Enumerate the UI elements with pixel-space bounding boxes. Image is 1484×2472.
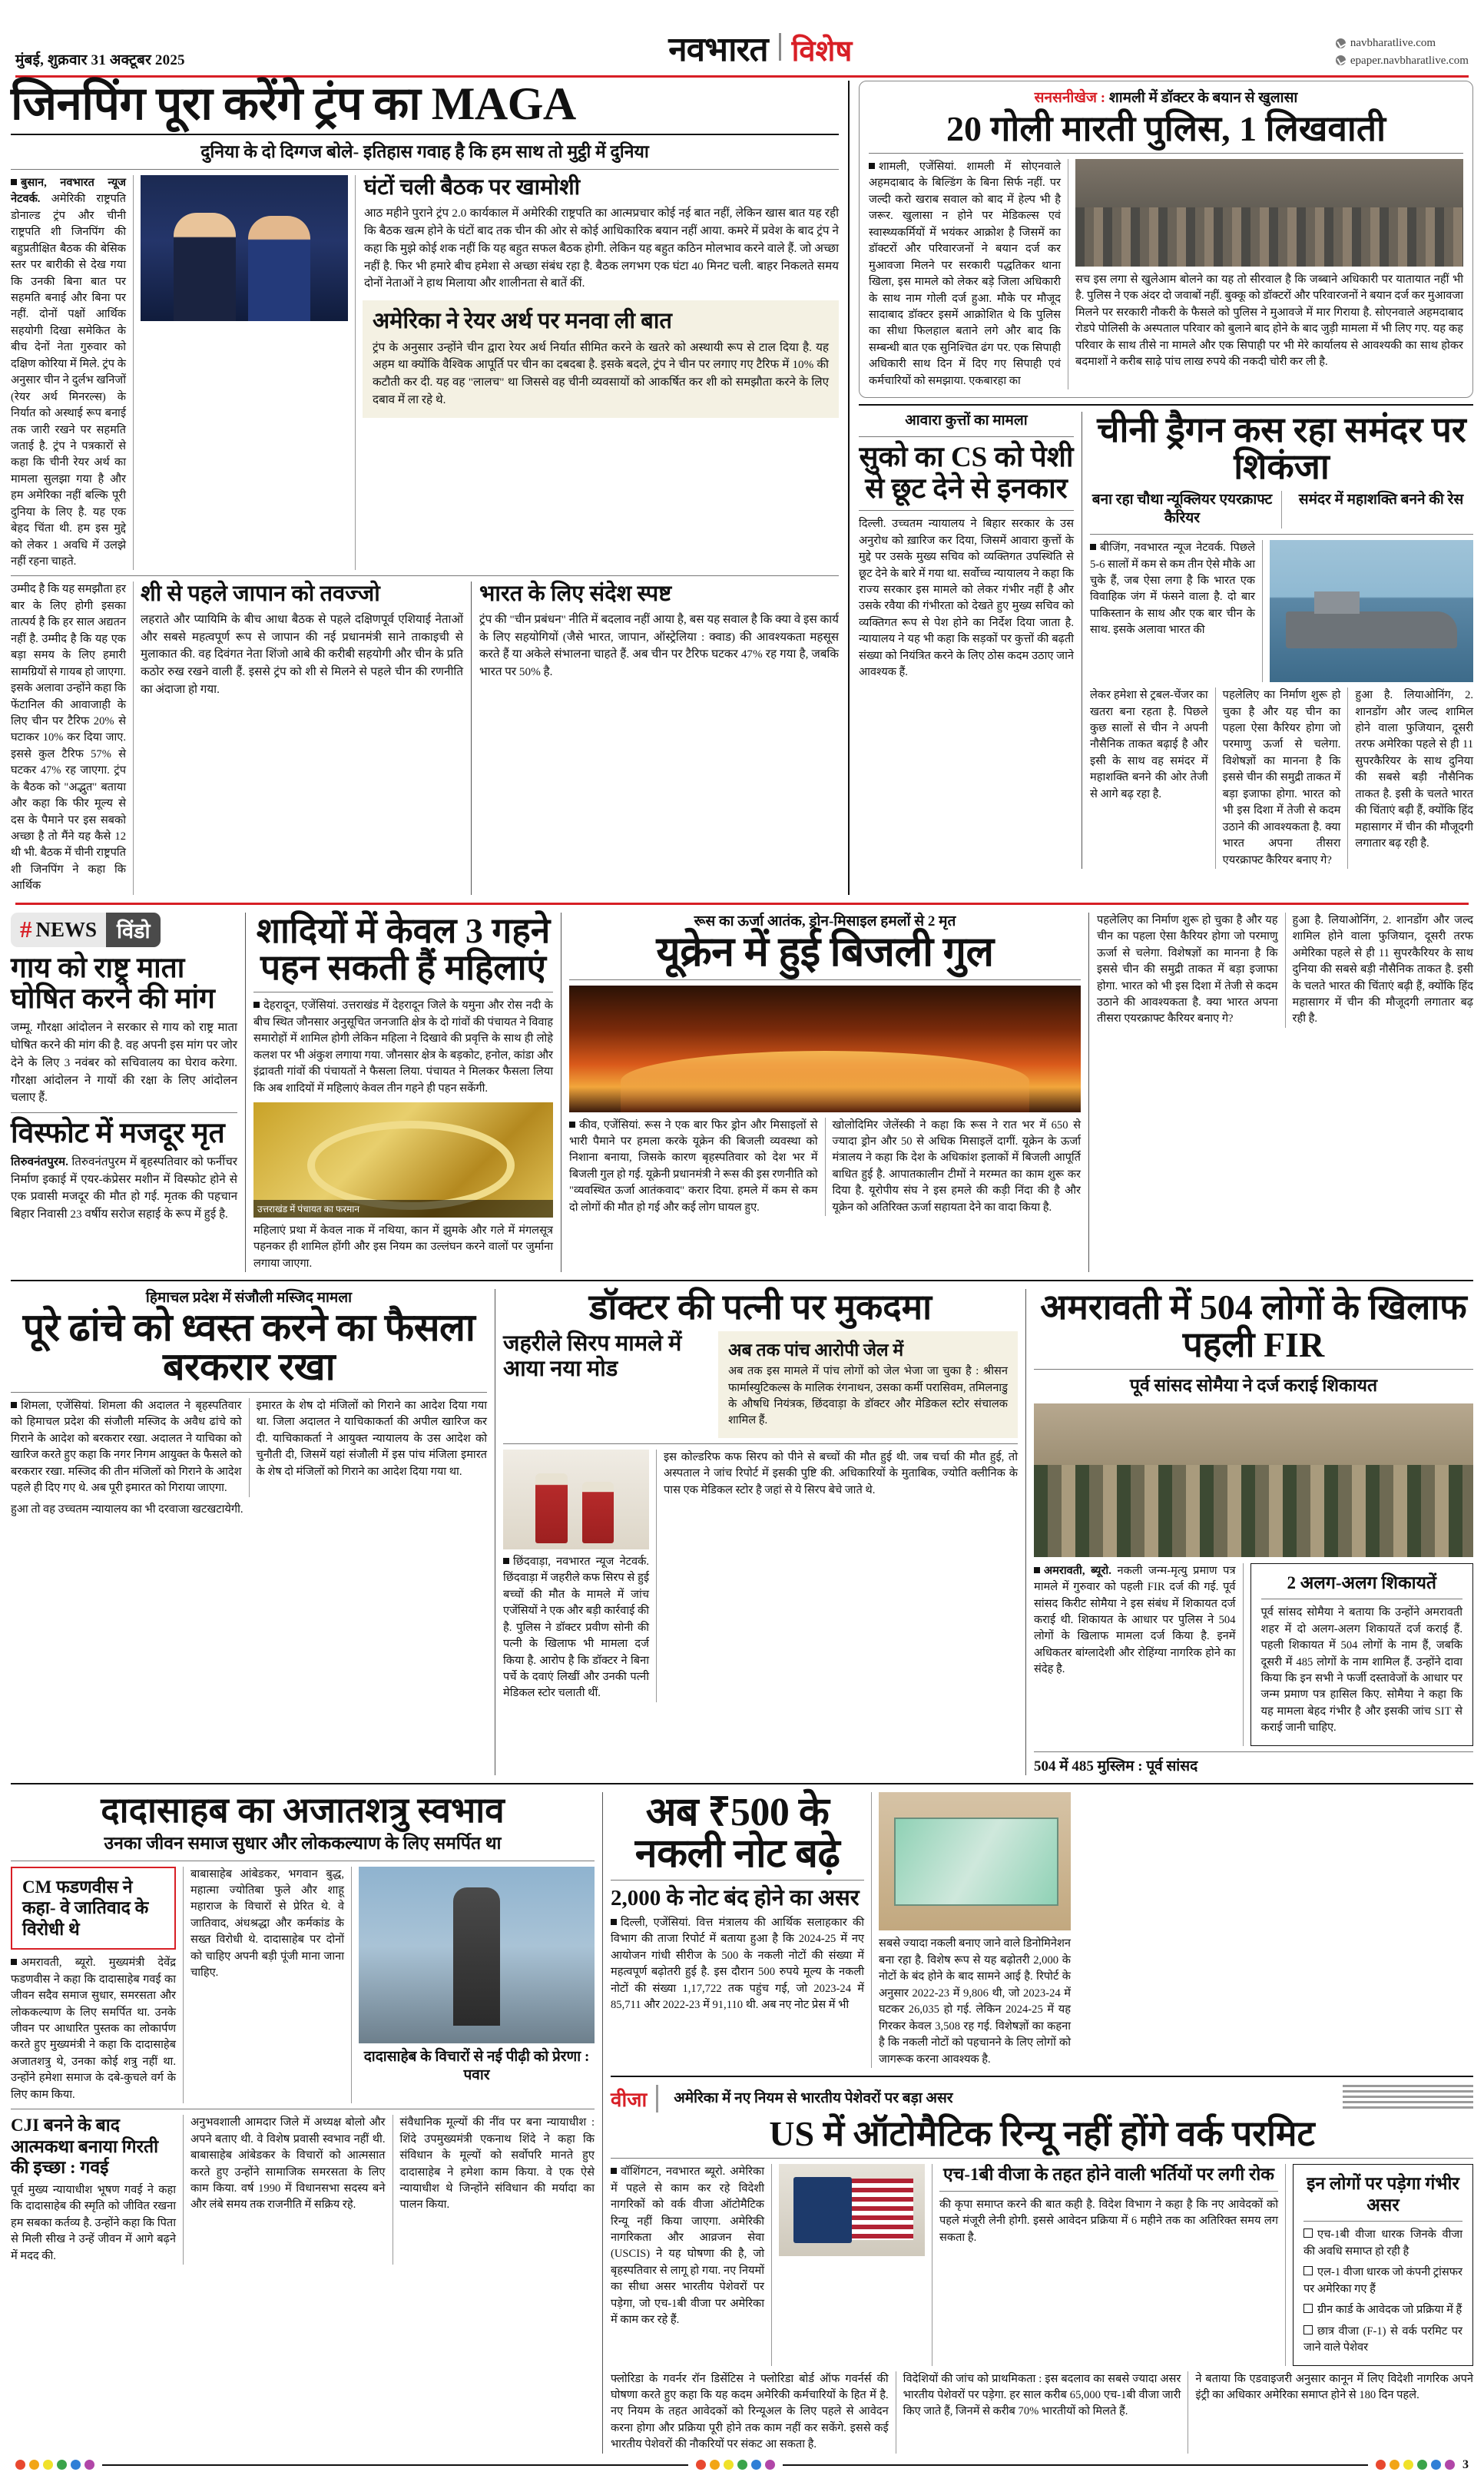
bullet-icon [869, 163, 875, 169]
decorative-stripes [1343, 2085, 1473, 2112]
dadasaheb-col1: अमरावती, ब्यूरो. मुख्यमंत्री देवेंद्र फडणवीस ने कहा कि दादासाहेब गवई का जीवन सदैव समाज सुधार, समरसता और लोककल्याण के लिए समर्पित था. उनके जीवन पर आधारित पुस्तक का लोकार्पण करते हुए मुख्यमंत्री ने कहा कि दादासाहेब अजातशत्रु थे, उनका कोई शत्रु नहीं था. उन्होंने हमेशा समाज के दबे-कुचले वर्ग के लिए काम किया. [11, 1957, 176, 2101]
dragon-col4-text: हुआ है. लियाओनिंग, 2. शानडोंग और जल्द शामिल होने वाला फुजियान, दूसरी तरफ अमेरिका पहले से ही 11 सुपरकैरियर के साथ दुनिया की सबसे बड़ी नौसैनिक ताकत है. इसी के चलते भारत की चिंताएं बढ़ी हैं, क्योंकि हिंद महासागर में चीन की मौजूदगी लगातार बढ़ रही है. [1355, 689, 1474, 850]
shamli-col1-text: शामली, एजेंसियां. शामली में सोएनवाले अहमदाबाद के बिल्डिंग के बिना सिर्फ नहीं. पर जल्दी करो खराब सवाल को बाद में हेल्प भी है जरूर. खुलासा न होने पर मेडिकल्स एवं स्वास्थ्यकर्मियों में भयंकर आक्रोश है जिसमें का डॉक्टरों और परिवारजनों ने बयान दर्ज कर मुआवजा मिलने पर सरकारी पद्धतिकर थाना खिला, इस मामले को लेकर बड़े जिला अधिकारी के साथ नाम गोली दर्ज हुआ. मौके पर मौजूद सादाबाद डॉक्टर इसमें आक्रोशित थे कि पुलिस का सीधा फिलहाल बताने लगे और बाद कि सम्बन्धी बात एक सुनिश्चित ढंग पर. एक सिपाही अधिकारी साथ दिन में दिए गए सिपाही एवं कर्मचारियों को समझाया. एकबारहा का [869, 161, 1061, 387]
dadasaheb-col5-wrap [11, 2115, 176, 2265]
bullet-icon [253, 1002, 260, 1008]
lead-sidebars [363, 175, 839, 418]
dadasaheb-col4: संवैधानिक मूल्यों की नींव पर बना न्यायाधीश : शिंदे उपमुख्यमंत्री एकनाथ शिंदे ने कहा कि संविधान के मूल्यों को सर्वोपरि मानते हुए दादासाहेब ने हमेशा काम किया. वे एक ऐसे न्यायाधीश थे जिन्होंने संविधान की मर्यादा का पालन किया. [399, 2116, 595, 2212]
visa-photo-passport [779, 2164, 925, 2256]
visa-tag: वीजा [611, 2085, 658, 2112]
lead-subcol-japan-title: शी से पहले जापान को तवज्जो [141, 582, 380, 607]
doctor-wife-headline: डॉक्टर की पत्नी पर मुकदमा [588, 1287, 932, 1327]
ukraine-story [569, 913, 1081, 1216]
amravati-box [1250, 1563, 1474, 1746]
note500-col2: सबसे ज्यादा नकली बनाए जाने वाले डिनोमिनेशन बना रहा है. विशेष रूप से यह बढ़ोतरी 2,000 के नोटों के बंद होने के बाद सामने आई है. रिपोर्ट के अनुसार 2022-23 में 9,806 थी, जो 2023-24 में घटकर 26,035 हो गई. लेकिन 2024-25 में यह गिरकर केवल 3,508 रह गई. विशेषज्ञों का कहना है कि नकली नोटों को पहचानने के लिए लोगों को जागरूक करना आवश्यक है. [879, 1937, 1071, 2066]
doctor-wife-col1: छिंदवाड़ा, नवभारत न्यूज नेटवर्क. छिंदवाड़ा में जहरीले कफ सिरप से हुई बच्चों की मौत के मामले में जांच एजेंसियों ने एक और बड़ी कार्रवाई की है. पुलिस ने डॉक्टर प्रवीण सोनी की पत्नी के खिलाफ भी मामला दर्ज किया है. आरोप है कि डॉक्टर ने बिना पर्चे के दवाएं लिखीं और उनकी पत्नी मेडिकल स्टोर चलाती थीं. [503, 1555, 649, 1700]
checkbox-icon[interactable] [1303, 2325, 1313, 2334]
doctor-wife-story [503, 1289, 1018, 1702]
dogs-kicker: आवारा कुत्तों का मामला [905, 413, 1028, 429]
dadasaheb-photo-statue [359, 1867, 595, 2043]
wedding-body-2: महिलाएं प्रथा में केवल नाक में नथिया, कान में झुमके और गले में मंगलसूत्र पहनकर ही शामिल होंगी और इस नियम का उल्लंघन करने वालों पर जुर्माना लगाया जाएगा. [253, 1224, 553, 1270]
masthead-websites [1336, 35, 1469, 69]
bullet-icon [11, 1402, 17, 1408]
right-lower-column [611, 1792, 1473, 2453]
doctor-wife-col2: इस कोल्डरिफ कफ सिरप को पीने से बच्चों की मौत हुई थी. जब चर्चा की मौत हुई, तो अस्पताल ने जांच रिपोर्ट में इसकी पुष्टि की. अधिकारियों के मुताबिक, ज्योति क्लीनिक के पास एक मेडिकल स्टोर है जहां से ये सिरप बेचे जाते थे. [664, 1450, 1018, 1496]
bullet-icon [569, 1122, 575, 1128]
news-window-column [11, 913, 237, 1224]
amravati-box-text: पूर्व सांसद सोमैया ने बताया कि उन्होंने अमरावती शहर में दो अलग-अलग शिकायतें दर्ज कराई हैं. पहली शिकायत में 504 लोगों के नाम हैं, जबकि दूसरी में 485 लोगों के नाम शामिल हैं. उन्होंने दावा किया कि इन सभी ने फर्जी दस्तावेजों के आधार पर जन्म प्रमाण पत्र हासिल किए. सोमैया ने कहा कि यह मामला बेहद गंभीर है और इसकी जांच SIT से कराई जानी चाहिए. [1260, 1606, 1462, 1735]
bullet-icon [1034, 1567, 1040, 1573]
dragon-photo-aircraft-carrier [1270, 540, 1473, 682]
bullet-icon [503, 1558, 509, 1564]
note500-sub: 2,000 के नोट बंद होने का असर [611, 1885, 860, 1910]
visa-box-item: एल-1 वीजा धारक जो कंपनी ट्रांसफर पर अमेरिका गए हैं [1303, 2266, 1463, 2295]
dadasaheb-col2: बाबासाहेब आंबेडकर, भगवान बुद्ध, महात्मा ज्योतिबा फुले और शाहू महाराज के विचारों से प्रेरित थे. वे जातिवाद, अंधश्रद्धा और कर्मकांड के सख्त विरोधी थे. दादासाहेब पर दोनों को चाहिए अपनी बड़ी पूंजी माना जाना चाहिए. [190, 1867, 344, 1980]
ukraine-col2: खोलोदिमिर जेलेंस्की ने कहा कि रूस ने रात भर में 650 से ज्यादा ड्रोन और 50 से अधिक मिसाइलें दागीं. यूक्रेन के ऊर्जा मंत्रालय ने कहा कि देश के अधिकांश इलाकों में बिजली आपूर्ति बाधित हुई है. आपातकालीन टीमों ने मरम्मत का काम शुरू कर दिया है. यूरोपीय संघ ने इस हमले की कड़ी निंदा की है और यूक्रेन को अतिरिक्त ऊर्जा सहायता देने का वादा किया है. [832, 1118, 1081, 1214]
news-badge-label: # NEWS [11, 913, 106, 947]
page-footer [11, 2454, 1473, 2472]
note500-story [611, 1792, 864, 2013]
ukraine-col1: कीव, एजेंसियां. रूस ने एक बार फिर ड्रोन और मिसाइलों से भारी पैमाने पर हमला करके यूक्रेन की बिजली व्यवस्था को निशाना बनाया, जिसके कारण बृहस्पतिवार को देश भर में बिजली गुल हो गई. यूक्रेनी प्रधानमंत्री ने रूस की इस रणनीति को "व्यवस्थित ऊर्जा आतंकवाद" करार दिया. हमले में कम से कम दो लोगों की मौत हो गई और कई लोग घायल हुए. [569, 1118, 818, 1214]
ukraine-headline: यूक्रेन में हुई बिजली गुल [656, 929, 994, 976]
amravati-sub: पूर्व सांसद सोमैया ने दर्ज कराई शिकायत [1129, 1375, 1378, 1395]
cow-body: जम्मू. गौरक्षा आंदोलन ने सरकार से गाय को राष्ट्र माता घोषित करने की मांग की है. वह अपनी इस मांग पर जोर देने के लिए 3 नवंबर को सचिवालय का घेराव करेगा. गौरक्षा आंदोलन ने गायों की रक्षा के लिए आंदोलन चलाए हैं. [11, 1021, 237, 1105]
lead-story [11, 78, 839, 895]
masjid-col3: हुआ तो वह उच्चतम न्यायालय का भी दरवाजा खटखटायेगी. [11, 1503, 243, 1516]
note500-photo-currency [879, 1792, 1071, 1930]
lead-box1-title: घंटों चली बैठक पर खामोशी [364, 174, 581, 200]
hash-icon: # [20, 916, 32, 943]
checkbox-icon[interactable] [1303, 2228, 1313, 2238]
masthead-logo [668, 25, 852, 71]
shamli-right [1075, 159, 1463, 371]
doctor-wife-photo-wrap [503, 1450, 649, 1702]
blast-lead: तिरुवनंतपुरम. [11, 1155, 68, 1168]
color-registration-dots-left [15, 2460, 94, 2470]
masjid-story [11, 1289, 487, 1518]
dragon-story [1090, 412, 1473, 869]
dragon-col3-text: पहलेलिए का निर्माण शुरू हो चुका है और यह चीन का पहला ऐसा कैरियर होगा जो परमाणु ऊर्जा से चलेगा. विशेषज्ञों का मानना है कि इससे चीन की समुद्री ताकत में बड़ा इजाफा होगा. भारत को भी इस दिशा में तेजी से कदम उठाने की आवश्यकता है. क्या भारत अपना तीसरा एयरक्राफ्ट कैरियर बनाए गे? [1222, 689, 1341, 867]
color-registration-dots-right [1376, 2460, 1455, 2470]
checkbox-icon[interactable] [1303, 2304, 1313, 2313]
right-top-column [859, 81, 1473, 869]
visa-box-item: ग्रीन कार्ड के आवेदक जो प्रक्रिया में हैं [1317, 2304, 1462, 2317]
globe-icon [1336, 55, 1346, 65]
doctor-wife-box [718, 1331, 1018, 1438]
dragon-col-1 [1090, 540, 1255, 639]
dragon-cont-2: हुआ है. लियाओनिंग, 2. शानडोंग और जल्द शामिल होने वाला फुजियान, दूसरी तरफ अमेरिका पहले से ही 11 सुपरकैरियर के साथ दुनिया की सबसे बड़ी नौसैनिक ताकत है. इसी के चलते भारत की चिंताएं बढ़ी हैं, क्योंकि हिंद महासागर में चीन की मौजूदगी लगातार बढ़ रही है. [1292, 913, 1473, 1026]
visa-right [939, 2164, 1278, 2246]
visa-box [1293, 2164, 1473, 2365]
amravati-story [1034, 1289, 1473, 1775]
note500-headline: अब ₹500 के नकली नोट बढ़े [634, 1791, 840, 1876]
lead-photo-trump-xi [141, 175, 348, 321]
lead-headline: जिनपिंग पूरा करेंगे ट्रंप का MAGA [11, 78, 576, 129]
lead-box2 [363, 300, 839, 418]
amravati-box-title: 2 अलग-अलग शिकायतें [1287, 1572, 1437, 1592]
doctor-wife-box-title: अब तक पांच आरोपी जेल में [728, 1340, 904, 1360]
visa-headline: US में ऑटोमैटिक रिन्यू नहीं होंगे वर्क परमिट [769, 2113, 1315, 2153]
shamli-headline: 20 गोली मारती पुलिस, 1 लिखवाती [946, 108, 1386, 148]
visa-col4: विदेशियों की जांच को प्राथमिकता : इस बदलाव का सबसे ज्यादा असर भारतीय पेशेवरों पर पड़ेगा. हर साल करीब 65,000 एच-1बी वीजा जारी किए जाते हैं, जिनमें से करीब 70% भारतीयों को मिलते हैं. [903, 2372, 1181, 2418]
visa-story [611, 2085, 1473, 2454]
bullet-icon [11, 179, 17, 185]
lead-box2-text: ट्रंप के अनुसार उन्होंने चीन द्वारा रेयर अर्थ निर्यात सीमित करने के खतरे को अस्थायी रूप से टाल दिया है. यह अहम था क्योंकि वैश्विक आपूर्ति पर चीन का दबदबा है. इसके बदले, ट्रंप ने चीन पर लगाए गए टैरिफ में 10% की कटौती कर दी. यह वह "लालच" था जिससे वह चीनी व्यवसायों को आकर्षित कर शी को समझौता करने के लिए दबाव में ला रहे थे. [373, 340, 829, 406]
dragon-cont-1: पहलेलिए का निर्माण शुरू हो चुका है और यह चीन का पहला ऐसा कैरियर होगा जो परमाणु ऊर्जा से चलेगा. विशेषज्ञों का मानना है कि इससे चीन की समुद्री ताकत में बड़ा इजाफा होगा. भारत को भी इस दिशा में तेजी से कदम उठाने की आवश्यकता है. क्या भारत अपना तीसरा एयरक्राफ्ट कैरियर बनाए गे? [1097, 913, 1278, 1026]
masjid-kicker: हिमाचल प्रदेश में संजौली मस्जिद मामला [145, 1290, 353, 1307]
masjid-col1: शिमला, एजेंसियां. शिमला की अदालत ने बृहस्पतिवार को हिमाचल प्रदेश की संजौली मस्जिद के अवैध ढांचे को गिराने के आदेश को बरकरार रखा. अदालत ने याचिका को खारिज करते हुए कहा कि नगर निगम आयुक्त के फैसले को बरकरार रखा. मस्जिद की तीन मंजिलों को गिराने के आदेश पहले ही दिए गए थे. अब पूरी इमारत को गिराया जाएगा. [11, 1399, 242, 1495]
ukraine-kicker: रूस का ऊर्जा आतंक, ड्रोन-मिसाइल हमलों से 2 मृत [694, 913, 956, 929]
shamli-story [859, 81, 1473, 398]
blast-headline: विस्फोट में मजदूर मृत [11, 1118, 225, 1150]
lead-subcol-japan [141, 582, 463, 698]
masthead-divider [779, 33, 781, 61]
lead-body-1: अमेरिकी राष्ट्रपति डोनाल्ड ट्रंप और चीनी राष्ट्रपति शी जिनपिंग की बहुप्रतीक्षित बैठक की बेसिक स्तर पर बारीकी से देख गया कि उनकी बिना बात पर सहमति बनाई और बिना पर नहीं. दोनों पक्षों आर्थिक सहयोगी दिखा समेकित के बीच देनों नेता गुरुवार को दक्षिण कोरिया में मिले. ट्रंप के अनुसार चीन ने दुर्लभ खनिजों (रेयर अर्थ मिनरल्स) के निर्यात को अस्थाई रूप बनाई तक जारी रखने पर सहमति जताई है. ट्रंप ने पत्रकारों से कहा कि चीनी रेयर अर्थ का मामला सुलझा गया है और हम अमेरिका नहीं बल्कि पूरी दुनिया के लिए है. यह एक बेहद चिंता थी. हम इस मुद्दे को लेकर 1 अवधि में उलझे नहीं रहना चाहते. [11, 193, 126, 568]
dadasaheb-photo-wrap [359, 1867, 595, 2086]
news-window-badge[interactable] [11, 913, 161, 947]
website-main[interactable]: navbharatlive.com [1350, 37, 1436, 49]
dragon-headline: चीनी ड्रैगन कस रहा समंदर पर शिकंजा [1097, 410, 1466, 487]
masjid-col2: इमारत के शेष दो मंजिलों को गिराने का आदेश दिया गया था. जिला अदालत ने याचिकाकर्ता की अपील खारिज कर दी. याचिकाकर्ता ने आयुक्त न्यायालय के उस आदेश को चुनौती दी, जिसमें यहां संजौली में इस पांच मंजिला इमारत के शेष दो मंजिलों को गिराने का आदेश दिया गया था. [256, 1399, 487, 1478]
amravati-body: नकली जन्म-मृत्यु प्रमाण पत्र मामले में गुरुवार को पहली FIR दर्ज की गई. पूर्व सांसद किरीट सोमैया ने इस संबंध में शिकायत दर्ज कराई थी. शिकायत के आधार पर पुलिस ने 504 लोगों के खिलाफ मामला दर्ज किया है. इनमें अधिकतर बांग्लादेशी और रोहिंग्या नागरिक होने का संदेह है. [1034, 1564, 1236, 1676]
dadasaheb-col3: अनुभवशाली आमदार जिले में अध्यक्ष बोलो और अपने बताए थी. वे विशेष प्रवासी स्वभाव नहीं थी. बाबासाहेब आंबेडकर के विचारों को आत्मसात करते हुए उन्होंने सामाजिक समरसता के लिए काम किया. वर्ष 1990 में विधानसभा सदस्य बने और लंबे समय तक राजनीति में सक्रिय रहे. [190, 2116, 386, 2212]
dogs-headline: सुको का CS को पेशी से छूट देने से इनकार [859, 441, 1074, 505]
doctor-wife-photo-syrup [503, 1450, 649, 1549]
shamli-col2-text: सच इस लगा से खुलेआम बोलने का यह तो सीरवाल है कि जब्बाने अधिकारी पर यातायात नहीं भी है. पुलिस ने एक अंदर दो जवाबों नहीं. बुक्कू को डॉक्टरों और परिवारजनों ने बयान दर्ज कर मुआवजा मिलने पर सरकारी नौकरी के फैसले को पुलिस ने मुआवजे में मार गिराया है. सोएनवाले अहमदाबाद रोडपे पोलिसी के अस्पताल परिवार को बुलाने बाद होने के बाद जुड़ी मामला में भी लिए गए. यह कह परिवार के साथ तीसे ना मामले और एक सिपाही पर भी मेरे कार्यालय से आवश्यकी का साथ होकर बदमाशों ने करीब साढ़े पांच लाख रुपये की नकदी चोरी कर ली है. [1075, 273, 1463, 369]
lead-box1-text: आठ महीने पुराने ट्रंप 2.0 कार्यकाल में अमेरिकी राष्ट्रपति का आत्मप्रचार कोई नई बात नहीं, लेकिन खास बात यह रही कि बैठक खत्म होने के घंटों बाद तक चीन की ओर से कोई आधिकारिक बयान नहीं आया. कमरे में प्रवेश के बाद ट्रंप ने कहा कि मुझे कोई शक नहीं कि यह बहुत सफल बैठक होगी. लेकिन यह बहुत कठिन मोलभाव करने वाले हैं. जो अच्छा नहीं है. फिर भी हमारे बीच हमेशा से अच्छा संबंध रहा है. बैठक लगभग एक घंटा 40 मिनट चली. बाहर निकलते समय दोनों नेताओं ने हाथ मिलाया और शालीनता से बातें कीं. [364, 207, 839, 290]
visa-photo-wrap [779, 2164, 925, 2256]
dogs-body: दिल्ली. उच्चतम न्यायालय ने बिहार सरकार के उस अनुरोध को ख़ारिज कर दिया, जिसमें आवारा कुत्तों के मुद्दे पर उसके मुख्य सचिव को व्यक्तिगत उपस्थिति से छूट देने के बारे में गया था. सर्वोच्च न्यायालय ने कहा कि राज्य सरकार इस मामले को लेकर गंभीर नहीं है और उसके रवैया की गंभीरता को देखते हुए मुख्य सचिव को व्यक्तिगत रूप से पेश होने का निर्देश दिया जाता है. न्यायालय ने यह भी कहा कि सड़कों पर कुत्तों की बढ़ती संख्या को नियंत्रित करने के लिए ठोस कदम उठाए जाने आवश्यक हैं. [859, 518, 1074, 679]
wedding-story [253, 910, 553, 1273]
dadasaheb-left [11, 1867, 176, 2104]
blast-body: तिरुवनंतपुरम में बृहस्पतिवार को फर्नीचर निर्माण इकाई में एयर-कंप्रेसर मशीन में विस्फोट होने से एक प्रवासी मजदूर की मौत हो गई. मृतक की पहचान बिहार निवासी 23 वर्षीय सरोज सहाई के रूप में हुई है. [11, 1155, 238, 1221]
bullet-icon [1090, 544, 1096, 550]
dadasaheb-photo-caption: दादासाहेब के विचारों से नई पीढ़ी को प्रेरणा : पवार [363, 2048, 590, 2084]
dadasaheb-sub: उनका जीवन समाज सुधार और लोककल्याण के लिए समर्पित था [104, 1833, 502, 1853]
amravati-headline: अमरावती में 504 लोगों के खिलाफ पहली FIR [1040, 1287, 1467, 1364]
shamli-kicker-rest: शामली में डॉक्टर के बयान से खुलासा [1108, 90, 1298, 106]
lead-col-2 [11, 582, 126, 894]
lead-subcol-india-text: ट्रंप की "चीन प्रबंधन" नीति में बदलाव नहीं आया है, बस यह सवाल है कि क्या वे इस कार्य के लिए सहयोगियों (जैसे भारत, जापान, ऑस्ट्रेलिया : क्वाड) की आवश्यकता महसूस करते हैं या अकेले संभालना चाहते हैं. अब चीन पर टैरिफ घटकर 47% रह गया है, जबकि भारत पर 50% है. [479, 612, 839, 679]
wedding-headline: शादियों में केवल 3 गहने पहन सकती हैं महिलाएं [256, 910, 551, 988]
dragon-continuation [1097, 913, 1473, 1028]
visa-footer: ने बताया कि एडवाइजरी अनुसार कानून में लिए विदेशी नागरिक अपने इंट्री का अधिकार अमेरिका समाप्त होने से 180 दिन पहले. [1195, 2372, 1474, 2401]
dragon-sub-left: बना रहा चौथा न्यूक्लियर एयरक्राफ्ट कैरियर [1091, 491, 1273, 527]
lead-col-1 [11, 175, 126, 571]
cow-headline: गाय को राष्ट्र माता घोषित करने की मांग [11, 952, 215, 1016]
dadasaheb-quote-box [11, 1867, 176, 1950]
visa-kicker: अमेरिका में नए नियम से भारतीय पेशेवरों पर बड़ा असर [674, 2089, 953, 2106]
lead-subcol-india-title: भारत के लिए संदेश स्पष्ट [479, 582, 672, 607]
lead-body-2: उम्मीद है कि यह समझौता हर बार के लिए होगी इसका तात्पर्य है कि हर साल अद्यतन नहीं है. उम्मीद है कि यह एक बड़ा समय के लिए हमारी सामग्रियों से गायब हो जाएगा. इसके अलावा उन्होंने कहा कि फेंटानिल की आवाजाही के लिए चीन पर टैरिफ 20% से घटाकर 10% कर दिया जाए. इससे कुल टैरिफ 57% से घटकर 47% रह जाएगा. ट्रंप के बैठक को "अद्भुत" बताया और कहा कि फीर मूल्य से दस के पैमाने पर इस सबको अच्छा है तो मैंने यह कैसे 12 थी भी. बैठक में चीनी राष्ट्रपति शी जिनपिंग ने कहा कि आर्थिक [11, 583, 126, 893]
bullet-icon [11, 1959, 17, 1965]
masthead [11, 0, 1473, 74]
dadasaheb-quote: CM फडणवीस ने कहा- वे जातिवाद के विरोधी थे [22, 1877, 149, 1939]
dadasaheb-col5: पूर्व मुख्य न्यायाधीश भूषण गवई ने कहा कि दादासाहेब की स्मृति को जीवित रखना हम सबका कर्तव्य है. उन्होंने कहा कि पिता से मिली सीख ने उन्हें जीवन में आगे बढ़ने में मदद की. [11, 2184, 176, 2262]
wedding-photo-caption: उत्तराखंड में पंचायत का फरमान [253, 1200, 553, 1218]
visa-col1: वॉशिंगटन, नवभारत ब्यूरो. अमेरिका में पहले से काम कर रहे विदेशी नागरिकों को वर्क वीजा ऑटोमैटिक रिन्यू नहीं किया जाएगा. अमेरिकी नागरिकता और आव्रजन सेवा (USCIS) ने यह घोषणा की है, जो बृहस्पतिवार से लागू हो गया. नए नियमों का सीधा असर भारतीय पेशेवरों पर पड़ेगा, जो एच-1बी वीजा पर अमेरिका में काम कर रहे हैं. [611, 2165, 764, 2327]
masjid-headline: पूरे ढांचे को ध्वस्त करने का फैसला बरकरार रखा [22, 1305, 475, 1388]
ukraine-photo-fire [569, 986, 1081, 1112]
lead-photo-wrap [141, 175, 348, 321]
doctor-wife-box-text: अब तक इस मामले में पांच लोगों को जेल भेजा जा चुका है : श्रीसन फार्मास्युटिकल्स के मालिक रंगनाथन, उसका कर्मी परासिवम, तमिलनाडु के औषधि नियंत्रक, छिंदवाड़ा के डॉक्टर और मेडिकल स्टोर संचालक शामिल हैं. [728, 1365, 1008, 1427]
lead-subhead: दुनिया के दो दिग्गज बोले- इतिहास गवाह है कि हम साथ तो मुट्ठी में दुनिया [200, 142, 649, 162]
visa-sub-right: एच-1बी वीजा के तहत होने वाली भर्तियों पर लगी रोक [943, 2165, 1274, 2185]
note500-photo-wrap [879, 1792, 1071, 2068]
visa-col2: फ्लोरिडा के गवर्नर रॉन डिसेंटिस ने फ्लोरिडा बोर्ड ऑफ गवर्नर्स की घोषणा करते हुए कहा कि यह कदम अमेरिकी कर्मचारियों के हित में है. नए नियम के तहत आवेदकों को रिन्यूअल के लिए पहले से आवेदन करना होगा और प्रक्रिया पूरी होने तक काम नहीं कर सकेंगे. इससे कई भारतीय पेशेवरों की नौकरियों पर संकट आ सकता है. [611, 2372, 889, 2451]
dadasaheb-headline: दादासाहब का अजातशत्रु स्वभाव [101, 1791, 505, 1831]
visa-box-list [1303, 2227, 1462, 2356]
lead-subcol-japan-text: लहराते और प्यायिमि के बीच आधा बैठक से पहले दक्षिणपूर्व एशियाई नेताओं और सबसे महत्वपूर्ण रूप से जापान की नई प्रधानमंत्री साने ताकाइची से मुलाकात की. वह दिवंगत नेता शिंजो आबे की करीबी सहयोगी और चीन के प्रति कठोर रुख रखने वाली हैं. इससे ट्रंप को शी से मिलने से पहले चीन की रणनीति का अंदाजा हो गया. [141, 612, 463, 696]
globe-icon [1336, 38, 1346, 48]
visa-box-item: छात्र वीजा (F-1) से वर्क परमिट पर जाने वाले पेशेवर [1303, 2325, 1462, 2354]
shamli-col-1 [869, 159, 1061, 389]
visa-box-title: इन लोगों पर पड़ेगा गंभीर असर [1307, 2174, 1459, 2215]
page-number: 3 [1462, 2457, 1469, 2471]
dadasaheb-story [11, 1792, 595, 2265]
wedding-body: देहरादून, एजेंसियां. उत्तराखंड में देहरादून जिले के यमुना और रोस नदी के बीच स्थित जौनसार अनुसूचित जनजाति क्षेत्र के दो गांवों की पंचायत ने विवाह समारोहों में शामिल होगी लेकिन महिला ने दिखावे की प्रवृत्ति के साथ ही लोहे कलश पर भी अंकुश लगाया गया. जौनसार क्षेत्र के बड़कोट, हनोल, कांडा और इंद्रावती गांवों की पंचायतों ने फैसला लिया. पंचायत ने मिलकर फैसला लिया कि अब शादियों में महिलाएं केवल तीन गहने ही पहन सकेंगी. [253, 999, 553, 1095]
visa-col3: की कृपा समाप्त करने की बात कही है. विदेश विभाग ने कहा है कि नए आवेदकों को पहले मंजूरी लेनी होगी. इससे आवेदन प्रक्रिया में 6 महीने तक का अतिरिक्त समय लग सकता है. [939, 2198, 1278, 2244]
visa-box-item: एच-1बी वीजा धारक जिनके वीजा की अवधि समाप्त हो रही है [1303, 2228, 1462, 2258]
dragon-sub-right: समंदर में महाशक्ति बनने की रेस [1298, 491, 1464, 508]
checkbox-icon[interactable] [1303, 2266, 1313, 2275]
color-registration-dots-mid [696, 2460, 775, 2470]
dogs-story [859, 412, 1074, 681]
wedding-photo-jewellery [253, 1102, 553, 1218]
amravati-footer: 504 में 485 मुस्लिम : पूर्व सांसद [1034, 1758, 1198, 1774]
publication-date: मुंबई, शुक्रवार 31 अक्टूबर 2025 [15, 52, 185, 68]
amravati-photo-police [1034, 1403, 1473, 1557]
note500-col1: दिल्ली, एजेंसियां. वित्त मंत्रालय की आर्थिक सलाहकार की विभाग की ताजा रिपोर्ट में बताया हुआ है कि 2024-25 में नए आयोजन गांधी सीरीज के 500 के नकली नोटों की संख्या में महत्वपूर्ण बढ़ोतरी हुई है. इस दौरान 500 रुपये मूल्य के नकली नोटों की संख्या 1,17,722 तक पहुंच गई, जो 2023-24 में 85,711 और 2022-23 में 91,110 थी. अब नए नोट प्रेस में भी [611, 1916, 864, 2012]
bullet-icon [611, 2168, 617, 2174]
masthead-title: नवभारत [668, 31, 768, 68]
dragon-photo-wrap [1270, 540, 1473, 682]
bullet-icon [611, 1919, 617, 1925]
amravati-lead: अमरावती, ब्यूरो. [1044, 1564, 1111, 1577]
dadasaheb-col5-title: CJI बनने के बाद आत्मकथा बनाया गिरती की इच्छा : गवई [11, 2116, 159, 2178]
dragon-col2-text: लेकर हमेशा से ट्रबल-चेंजर का खतरा बना रहता है. पिछले कुछ सालों से चीन ने अपनी नौसैनिक ताकत बढ़ाई है और इसी के साथ वह समंदर में महाशक्ति बनने की ओर तेजी से आगे बढ़ रहा है. [1090, 689, 1208, 800]
shamli-photo [1075, 159, 1463, 267]
lead-dateline: बुसान, नवभारत न्यूज नेटवर्क. [11, 176, 126, 206]
website-epaper[interactable]: epaper.navbharatlive.com [1350, 54, 1469, 67]
masthead-edition: विशेष [791, 35, 853, 68]
lead-box2-title: अमेरिका ने रेयर अर्थ पर मनवा ली बात [373, 309, 672, 334]
shamli-kicker [869, 89, 1463, 108]
lead-subcol-india [479, 582, 839, 681]
dragon-col1-text: बीजिंग, नवभारत न्यूज नेटवर्क. पिछले 5-6 सालों में कम से कम तीन ऐसे मौके आ चुके हैं, जब ऐसा लगा है कि भारत एक विवाहिक जंग में फंसने वाला है. दो बार पाकिस्तान के साथ और एक बार चीन के साथ. इसके अलावा भारत की [1090, 542, 1255, 637]
shamli-kicker-hl: सनसनीखेज : [1034, 90, 1106, 106]
doctor-wife-sub: जहरीले सिरप मामले में आया नया मोड [503, 1330, 682, 1381]
window-badge-label: विंडो [106, 913, 161, 947]
